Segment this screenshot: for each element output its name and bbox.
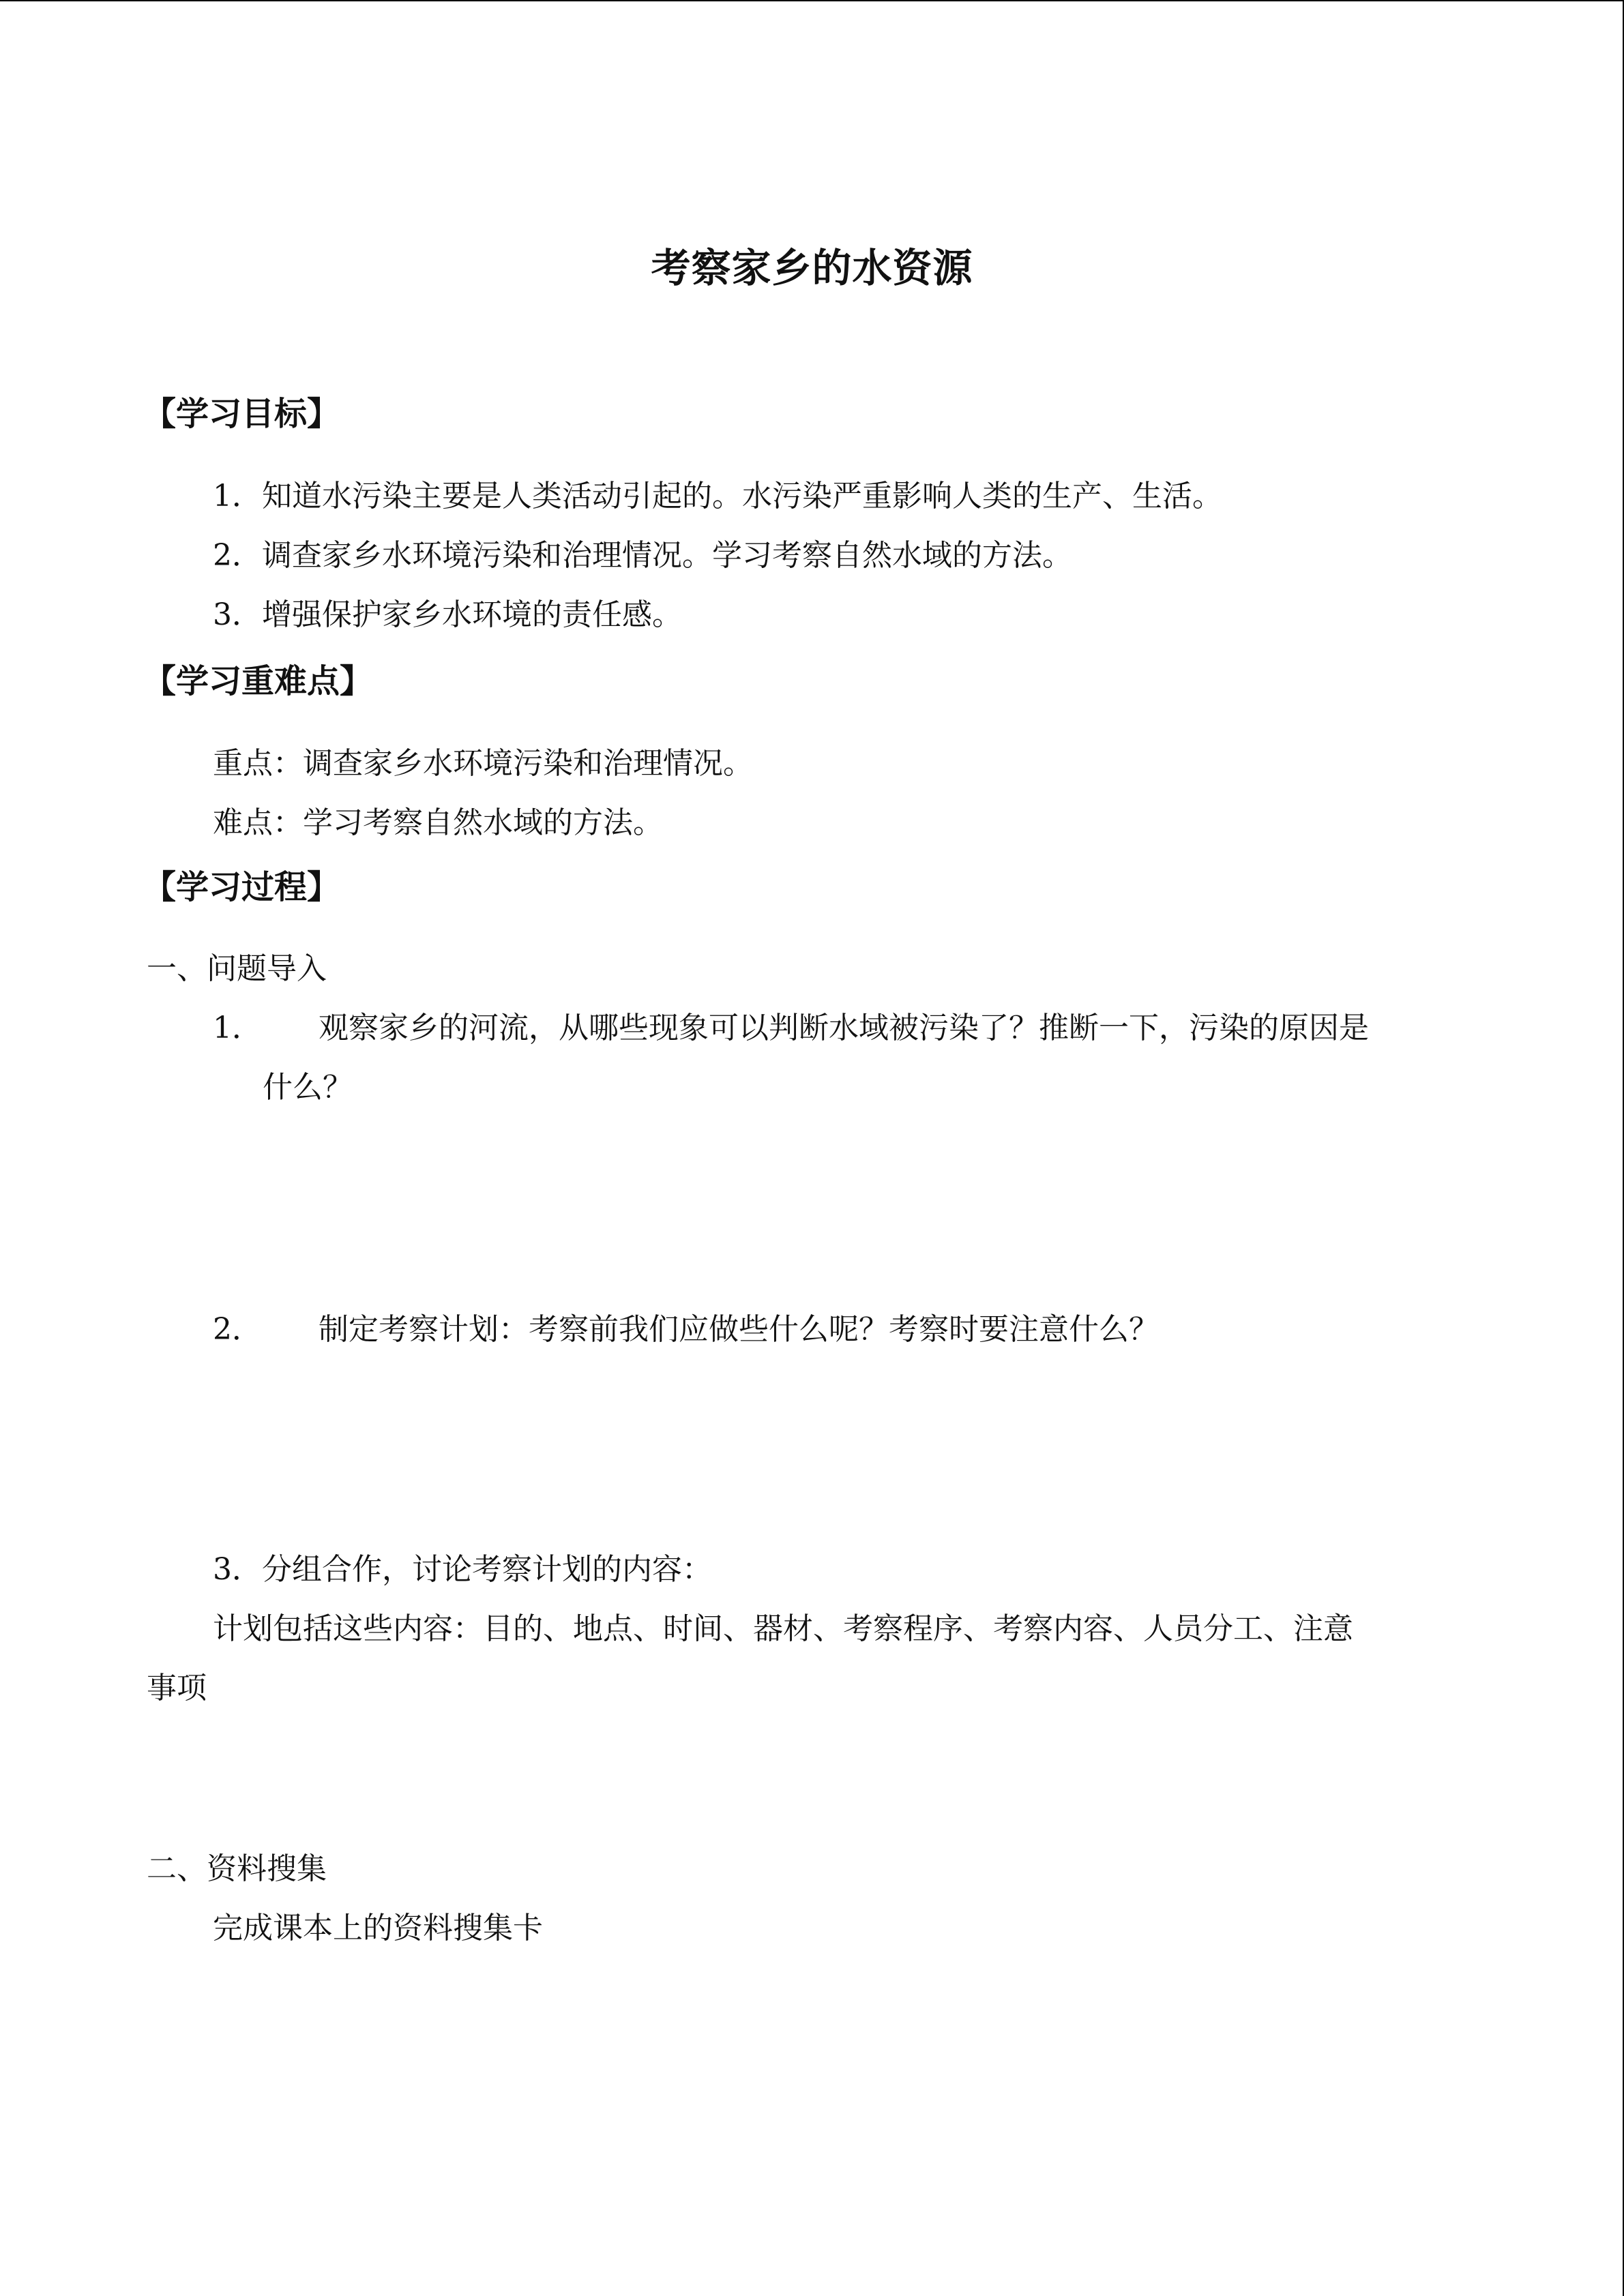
plan-contents-line2: 事项 (147, 1671, 207, 1705)
objective-number: 1． (213, 479, 262, 513)
key-point-focus: 重点：调查家乡水环境污染和治理情况。 (213, 746, 753, 781)
process-heading: 【学习过程】 (143, 868, 340, 906)
objectives-heading: 【学习目标】 (143, 395, 340, 433)
objective-text: 知道水污染主要是人类活动引起的。水污染严重影响人类的生产、生活。 (262, 479, 1222, 513)
question-1-number: 1． (213, 1011, 262, 1045)
question-3: 3．分组合作，讨论考察计划的内容： (213, 1552, 712, 1587)
question-1 (213, 1008, 1369, 1049)
document-title: 考察家乡的水资源 (651, 244, 973, 291)
objective-text: 增强保护家乡水环境的责任感。 (262, 597, 682, 632)
objective-item (213, 535, 1072, 576)
question-2-number: 2． (213, 1312, 262, 1347)
objective-text: 调查家乡水环境污染和治理情况。学习考察自然水域的方法。 (262, 538, 1072, 573)
question-2-text: 制定考察计划：考察前我们应做些什么呢？考察时要注意什么？ (319, 1312, 1159, 1347)
objective-number: 2． (213, 538, 262, 573)
question-2 (213, 1309, 1159, 1350)
question-1-text: 观察家乡的河流，从哪些现象可以判断水域被污染了？推断一下，污染的原因是 (319, 1011, 1369, 1045)
question-1-continuation: 什么？ (263, 1070, 353, 1105)
part2-title: 二、资料搜集 (147, 1851, 327, 1886)
key-point-difficulty: 难点：学习考察自然水域的方法。 (213, 805, 663, 840)
objective-number: 3． (213, 597, 262, 632)
key-points-heading: 【学习重难点】 (143, 662, 373, 700)
plan-contents-line1: 计划包括这些内容：目的、地点、时间、器材、考察程序、考察内容、人员分工、注意 (213, 1611, 1353, 1646)
objective-item (213, 595, 682, 636)
objective-item (213, 476, 1222, 517)
part2-text: 完成课本上的资料搜集卡 (213, 1911, 543, 1945)
part1-title: 一、问题导入 (147, 951, 327, 986)
